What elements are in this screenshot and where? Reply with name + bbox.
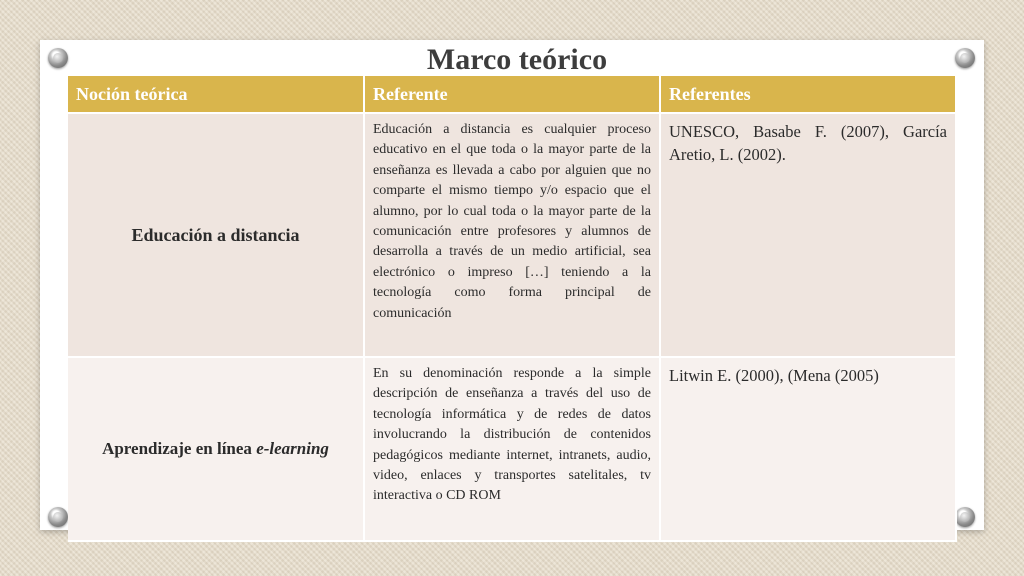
header-referentes: Referentes	[660, 76, 956, 113]
pin-icon-bottom-left	[48, 507, 68, 527]
referentes-cell: UNESCO, Basabe F. (2007), García Aretio, L. (2002).	[660, 113, 956, 357]
notion-cell	[68, 357, 364, 541]
pin-icon-bottom-right	[955, 507, 975, 527]
header-referente: Referente	[364, 76, 660, 113]
table-row	[68, 113, 956, 357]
notion-italic-text: e-learning	[256, 439, 329, 458]
header-nocion-teorica: Noción teórica	[68, 76, 364, 113]
referentes-cell: Litwin E. (2000), (Mena (2005)	[660, 357, 956, 541]
theory-table	[68, 76, 957, 542]
referente-cell: En su denominación responde a la simple descripción de enseñanza a través del uso de tecnología informática y de redes de datos involucrando la distribución de contenidos pedagógicos mediante internet, intranets, audio, video, enlaces y transportes satelitales, tv interactiva o CD ROM	[364, 357, 660, 541]
notion-text: Aprendizaje en línea	[102, 439, 257, 458]
notion-cell: Educación a distancia	[68, 113, 364, 357]
referente-cell: Educación a distancia es cualquier proceso educativo en el que toda o la mayor parte de la enseñanza es llevada a cabo por alguien que no comparte el mismo tiempo y/o espacio que el alumno, por lo cual toda o la mayor parte de la comunicación entre profesores y alumnos de desarrolla a través de un medio artificial, sea electrónico o impreso […] teniendo a la tecnología como forma principal de comunicación	[364, 113, 660, 357]
table-header-row	[68, 76, 956, 113]
table-row	[68, 357, 956, 541]
slide-title: Marco teórico	[426, 43, 608, 76]
